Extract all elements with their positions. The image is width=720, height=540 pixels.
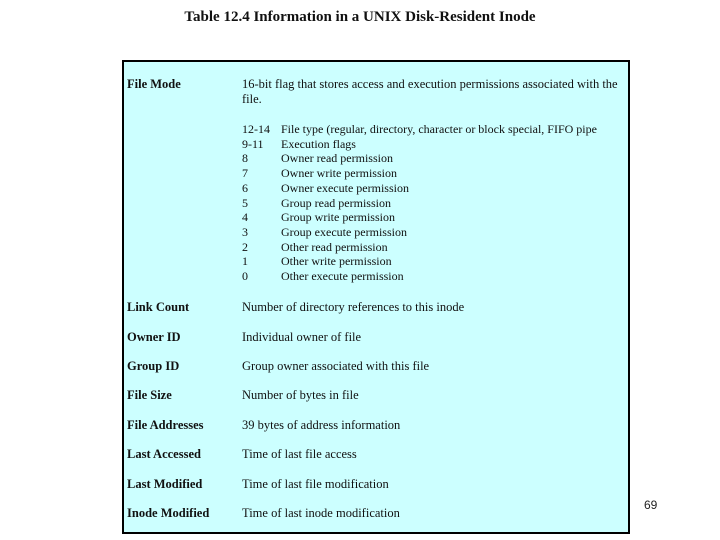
bit-number: 3 [242,224,248,239]
bit-meaning: Owner execute permission [281,180,409,195]
row-description: Group owner associated with this file [242,359,430,373]
bit-row [242,240,628,255]
row-label: Last Accessed [127,447,201,461]
bit-number: 5 [242,195,248,210]
bit-meaning: Other execute permission [281,269,404,284]
bit-number: 8 [242,151,248,166]
bit-row [242,166,628,181]
bit-number: 12-14 [242,122,270,136]
bit-number: 1 [242,254,248,269]
bit-row [242,225,628,240]
bit-row [242,122,628,137]
bit-meaning: Group execute permission [281,224,407,239]
row-label: Link Count [127,300,190,314]
bit-number: 0 [242,269,248,284]
page-number: 69 [644,498,658,512]
bit-row [242,269,628,284]
bit-meaning: Other write permission [281,254,392,269]
row-label: File Addresses [127,418,204,432]
bit-meaning: Group read permission [281,195,391,210]
bit-meaning: Owner write permission [281,166,397,181]
row-label: Owner ID [127,330,181,344]
row-description: Time of last inode modification [242,506,400,520]
row-description: 39 bytes of address information [242,418,401,432]
row-label: Last Modified [127,477,203,491]
bit-row [242,210,628,225]
inode-table [122,60,630,534]
table-title: Table 12.4 Information in a UNIX Disk-Resident Inode [184,9,536,25]
bit-number: 6 [242,180,248,195]
row-label: File Mode [127,77,181,91]
bit-row [242,151,628,166]
bit-row [242,181,628,196]
row-description: Time of last file access [242,447,357,461]
bit-row [242,254,628,269]
bit-meaning: Execution flags [281,136,356,151]
row-description: Number of bytes in file [242,388,359,402]
row-label: Group ID [127,359,180,373]
bit-number: 7 [242,166,248,181]
bit-number: 9-11 [242,136,264,151]
row-description: Time of last file modification [242,477,389,491]
bit-row [242,137,628,152]
bit-meaning: Group write permission [281,210,395,225]
bit-meaning: Owner read permission [281,151,393,166]
bit-meaning: File type (regular, directory, character or block special, FIFO pipe [281,122,597,136]
row-label: Inode Modified [127,506,210,520]
row-description: Number of directory references to this inode [242,300,465,314]
row-description: Individual owner of file [242,330,362,344]
permission-bits-list [242,122,628,284]
row-description: 16-bit flag that stores access and execution permissions associated with the file. [242,77,618,106]
bit-number: 2 [242,239,248,254]
row-label: File Size [127,388,172,402]
bit-number: 4 [242,210,248,225]
bit-meaning: Other read permission [281,239,388,254]
bit-row [242,196,628,211]
